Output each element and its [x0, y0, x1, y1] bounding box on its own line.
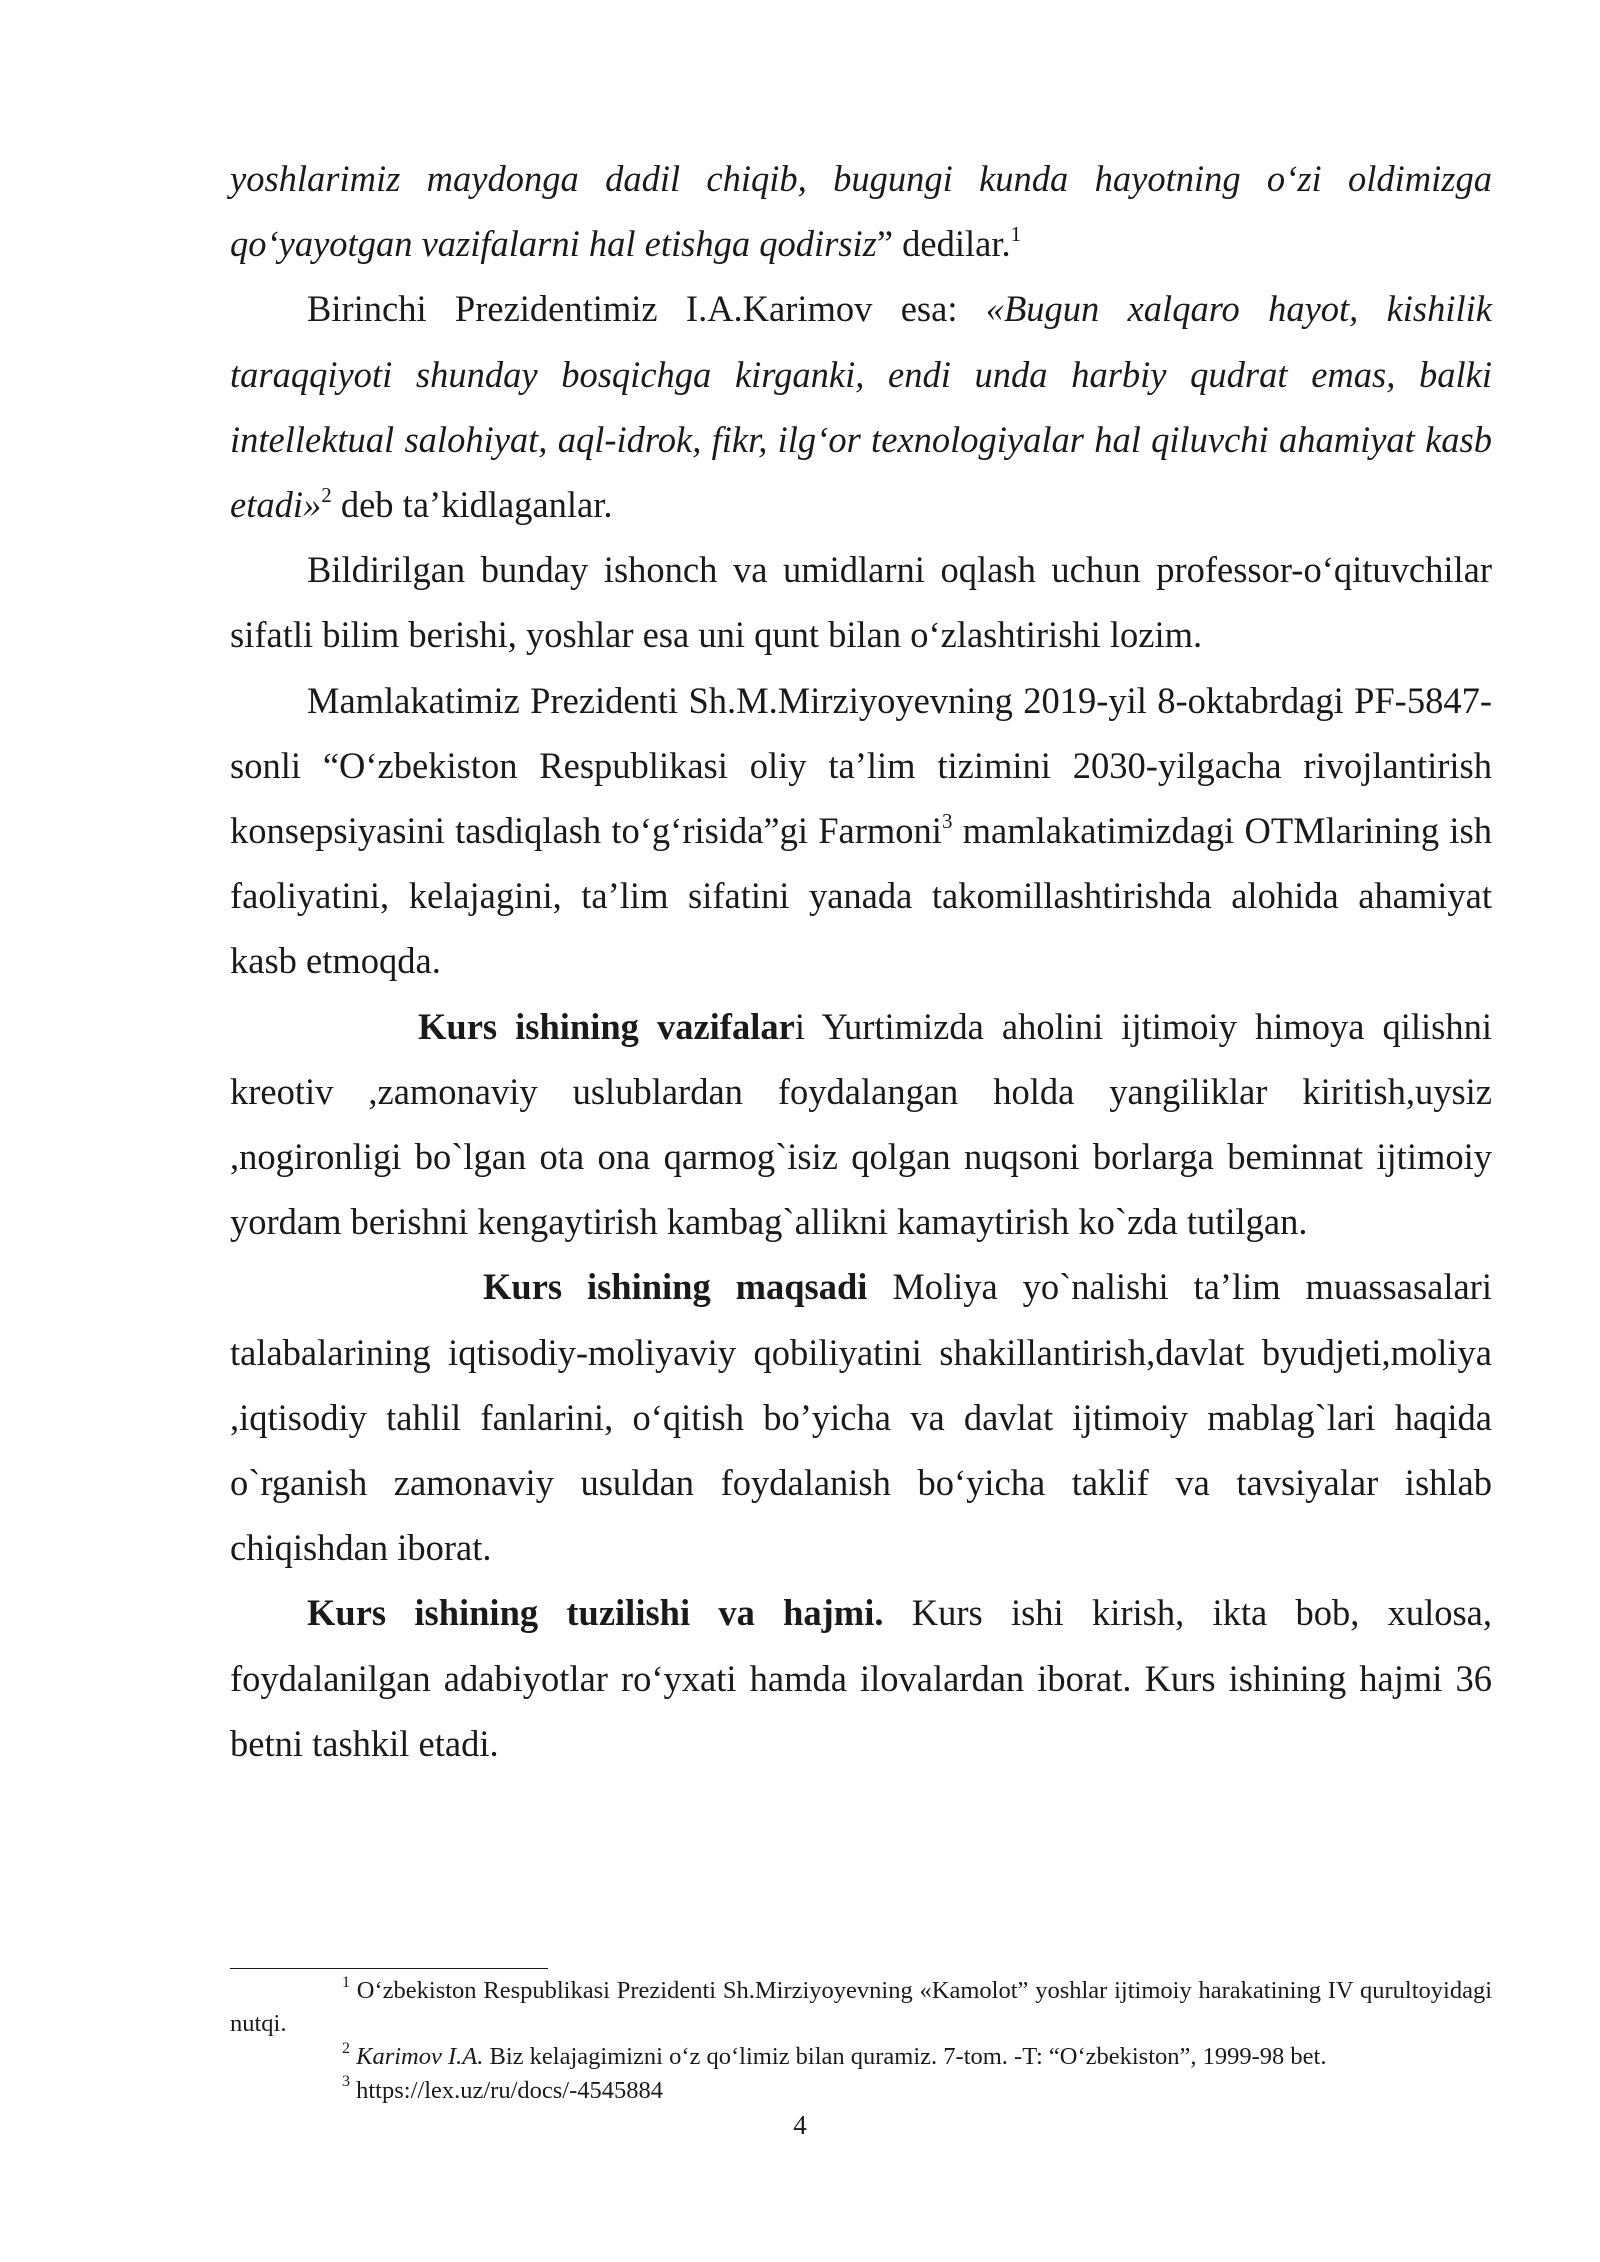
footnote-ref-1[interactable]: 1 [1010, 222, 1022, 247]
section-heading-goal: Kurs ishining maqsadi [483, 1266, 868, 1308]
paragraph-text: Bildirilgan bunday ishonch va umidlarni oqlash uchun professor-o‘qituvchilar sifatli bilim berishi, yoshlar esa uni qunt bilan o‘zlashtirishi lozim. [230, 549, 1492, 656]
paragraph-6 [230, 1254, 1492, 1580]
paragraph-text: Moliya yo`nalishi ta’lim muassasalari talabalarining iqtisodiy-moliyaviy qobiliyatini shakillantirish,davlat byudjeti,moliya ,iqtisodiy tahlil fanlarini, o‘qitish bo’yicha va davlat ijtimoiy mablag`lari haqida o`rganish zamonaviy usuldan foydalanish bo‘yicha taklif va tavsiyalar ishlab chiqishdan iborat. [230, 1266, 1492, 1569]
footnote-3 [230, 2074, 1492, 2107]
footnotes [230, 1974, 1492, 2107]
quote-italic: «Bugun xalqaro hayot, kishilik taraqqiyoti shunday bosqichga kirganki, endi unda harbiy qudrat emas, balki intellektual salohiyat, aql-idrok, fikr, ilg‘or texnologiyalar hal qiluvchi ahamiyat kasb etadi» [230, 288, 1493, 526]
quote-italic: yoshlarimiz maydonga dadil chiqib, bugungi kunda hayotning o‘zi oldimizga qo‘yayotgan vazifalarni hal etishga qodirsiz [230, 158, 1492, 265]
footnote-author: Karimov I.A. [350, 2043, 484, 2071]
paragraph-text: ” dedilar. [876, 223, 1011, 265]
footnote-ref-3[interactable]: 3 [941, 808, 953, 833]
footnote-separator [230, 1968, 548, 1969]
paragraph-3 [230, 537, 1492, 667]
paragraph-text: mamlakatimizdagi OTMlarining ish faoliyatini, kelajagini, ta’lim sifatini yanada takomillashtirishda alohida ahamiyat kasb etmoqda. [230, 810, 1492, 982]
footnote-ref-2[interactable]: 2 [321, 482, 332, 507]
paragraph-2 [230, 276, 1492, 537]
paragraph-text: deb ta’kidlaganlar. [331, 484, 613, 526]
footnote-2 [230, 2040, 1492, 2073]
footnote-number: 2 [342, 2040, 350, 2058]
footnote-text: Biz kelajagimizni o‘z qo‘limiz bilan quramiz. 7-tom. -T: “O‘zbekiston”, 1999-98 bet. [483, 2043, 1327, 2071]
paragraph-7 [230, 1580, 1492, 1776]
paragraph-1 [230, 146, 1492, 276]
paragraph-text: Kurs ishi kirish, ikta bob, xulosa, foydalanilgan adabiyotlar ro‘yxati hamda ilovalardan iborat. Kurs ishining hajmi 36 betni tashkil etadi. [230, 1592, 1493, 1764]
paragraph-text: Birinchi Prezidentimiz I.A.Karimov esa: [307, 288, 986, 330]
paragraph-5 [230, 994, 1492, 1255]
page-number: 4 [793, 2110, 807, 2140]
paragraph-text: Mamlakatimiz Prezidenti Sh.M.Mirziyoyevning 2019-yil 8-oktabrdagi PF-5847-sonli “O‘zbekiston Respublikasi oliy ta’lim tizimini 2030-yilgacha rivojlantirish konsepsiyasini tasdiqlash to‘g‘risida”gi Farmoni [230, 679, 1492, 852]
paragraph-4 [230, 668, 1492, 994]
footnote-1 [230, 1974, 1492, 2040]
footnote-link[interactable]: https://lex.uz/ru/docs/-4545884 [350, 2076, 664, 2104]
footnote-number: 1 [342, 1973, 350, 1991]
footnote-text: O‘zbekiston Respublikasi Prezidenti Sh.Mirziyoyevning «Kamolot” yoshlar ijtimoiy harakatining IV qurultoyidagi nutqi. [230, 1977, 1492, 2038]
section-heading-structure: Kurs ishining tuzilishi va hajmi. [307, 1592, 884, 1634]
section-heading-tasks: Kurs ishining vazifalar [418, 1005, 795, 1047]
paragraph-text: i Yurtimizda aholini ijtimoiy himoya qilishni kreotiv ,zamonaviy uslublardan foydalangan holda yangiliklar kiritish,uysiz ,nogironligi bo`lgan ota ona qarmog`isiz qolgan nuqsoni borlarga beminnat ijtimoiy yordam berishni kengaytirish kambag`allikni kamaytirish ko`zda tutilgan. [230, 1005, 1492, 1243]
body-text [230, 146, 1492, 1776]
footnote-number: 3 [342, 2073, 350, 2091]
